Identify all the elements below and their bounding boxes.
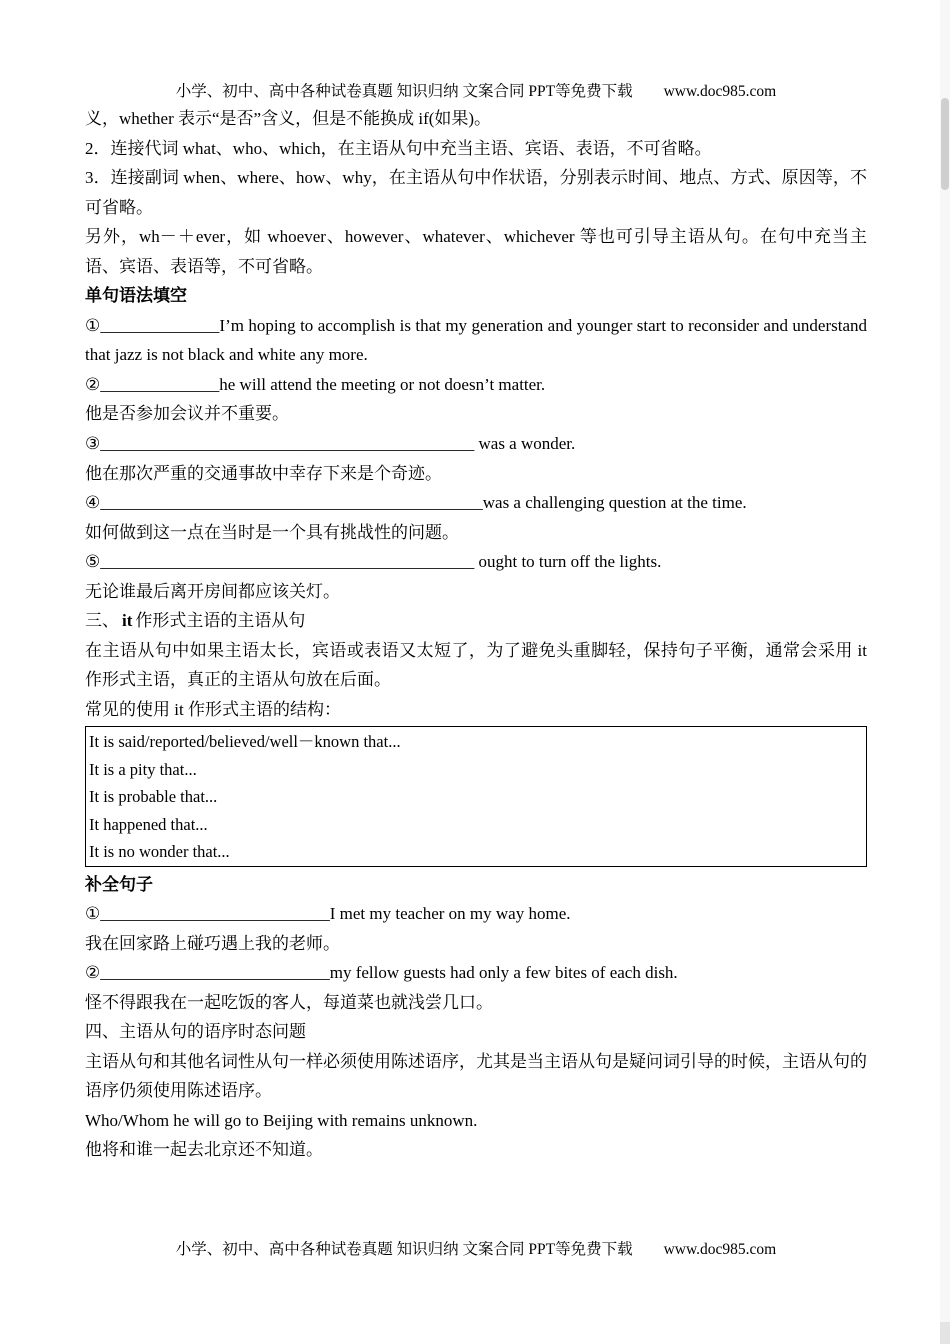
example-who-whom: Who/Whom he will go to Beijing with remains unknown. — [85, 1110, 478, 1130]
heading-single-sentence-fill: 单句语法填空 — [85, 286, 187, 306]
exercise-complete-1: ①___________________________I met my teacher on my way home. — [85, 904, 571, 924]
box-line-3: It is probable that... — [89, 787, 218, 807]
box-line-4: It happened that... — [89, 814, 208, 834]
exercise-complete-2-translation: 怪不得跟我在一起吃饭的客人，每道菜也就浅尝几口。 — [85, 992, 493, 1012]
exercise-fill-2-translation: 他是否参加会议并不重要。 — [85, 404, 289, 424]
paragraph-rule-2: 2．连接代词 what、who、which，在主语从句中充当主语、宾语、表语，不可省略。 — [85, 138, 712, 158]
heading-section-3-it: it — [122, 611, 133, 631]
header-text: 小学、初中、高中各种试卷真题 知识归纳 文案合同 PPT等免费下载 www.doc985.com — [175, 83, 777, 100]
it-structures-box — [85, 726, 867, 866]
scrollbar-corner — [940, 1322, 950, 1344]
paragraph-it-explanation: 在主语从句中如果主语太长，宾语或表语又太短了，为了避免头重脚轻，保持句子平衡，通常会采用 it 作形式主语，真正的主语从句放在后面。 — [85, 640, 867, 690]
box-line-1: It is said/reported/believed/well－known that... — [89, 732, 401, 752]
heading-section-4: 四、主语从句的语序时态问题 — [85, 1022, 306, 1042]
heading-complete-sentences: 补全句子 — [85, 874, 153, 894]
paragraph-it-structures-intro: 常见的使用 it 作形式主语的结构： — [85, 699, 341, 719]
paragraph-whether-note: 义，whether 表示“是否”含义，但是不能换成 if(如果)。 — [85, 109, 492, 128]
scrollbar[interactable] — [940, 0, 950, 1344]
heading-section-3-rest: 作形式主语的主语从句 — [135, 611, 306, 631]
page-footer — [85, 1240, 867, 1260]
exercise-fill-3: ③____________________________________________ was a wonder. — [85, 434, 576, 454]
box-line-5: It is no wonder that... — [89, 842, 230, 862]
exercise-fill-3-translation: 他在那次严重的交通事故中幸存下来是个奇迹。 — [85, 463, 442, 483]
example-who-whom-translation: 他将和谁一起去北京还不知道。 — [85, 1140, 323, 1160]
footer-text: 小学、初中、高中各种试卷真题 知识归纳 文案合同 PPT等免费下载 www.doc985.com — [175, 1241, 777, 1258]
exercise-complete-1-translation: 我在回家路上碰巧遇上我的老师。 — [85, 933, 340, 953]
paragraph-word-order: 主语从句和其他名词性从句一样必须使用陈述语序，尤其是当主语从句是疑问词引导的时候，主语从句的语序仍须使用陈述语序。 — [85, 1051, 867, 1101]
exercise-complete-2: ②___________________________my fellow guests had only a few bites of each dish. — [85, 963, 678, 983]
exercise-fill-4: ④_____________________________________________was a challenging question at the time. — [85, 493, 747, 513]
document-body — [85, 104, 867, 1165]
heading-section-3-prefix: 三、 — [85, 611, 119, 631]
page-header — [85, 82, 867, 102]
exercise-fill-4-translation: 如何做到这一点在当时是一个具有挑战性的问题。 — [85, 522, 459, 542]
scrollbar-thumb[interactable] — [941, 98, 949, 190]
exercise-fill-5-translation: 无论谁最后离开房间都应该关灯。 — [85, 581, 340, 601]
paragraph-whever-note: 另外，wh－＋ever，如 whoever、however、whatever、whichever 等也可引导主语从句。在句中充当主语、宾语、表语等，不可省略。 — [85, 227, 867, 276]
box-line-2: It is a pity that... — [89, 759, 197, 779]
exercise-fill-2: ②______________he will attend the meeting or not doesn’t matter. — [85, 374, 546, 394]
heading-section-3 — [85, 606, 867, 636]
exercise-fill-5: ⑤____________________________________________ ought to turn off the lights. — [85, 552, 662, 572]
paragraph-rule-3: 3．连接副词 when、where、how、why，在主语从句中作状语，分别表示时间、地点、方式、原因等，不可省略。 — [85, 168, 867, 217]
exercise-fill-1: ①______________I’m hoping to accomplish is that my generation and younger start to reconsider and understand that jazz is not black and white any more. — [85, 315, 867, 365]
